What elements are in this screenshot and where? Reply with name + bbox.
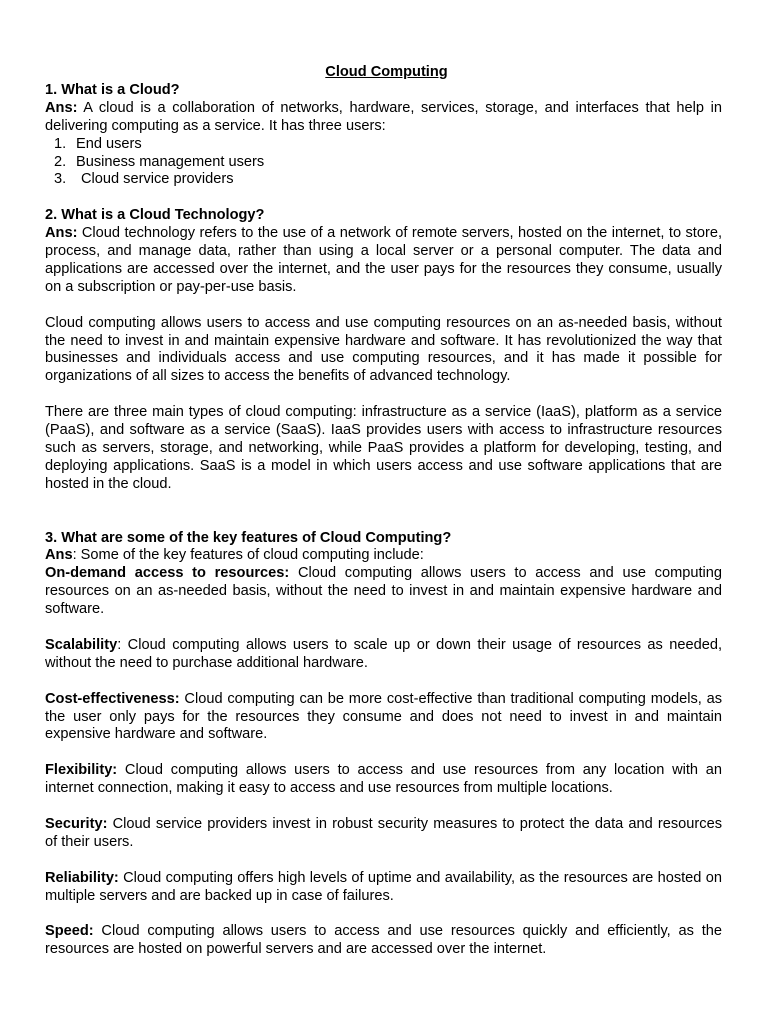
feature-flexibility bbox=[45, 762, 722, 798]
cloud-users-list bbox=[45, 136, 722, 190]
ans-label: Ans: bbox=[45, 225, 78, 242]
feature-text: Cloud computing allows users to access and use resources from any location with an internet connection, making it easy to access and use resources from multiple locations. bbox=[45, 762, 722, 797]
answer-2 bbox=[45, 225, 722, 297]
question-3: 3. What are some of the key features of Cloud Computing? bbox=[45, 529, 452, 546]
document-title: Cloud Computing bbox=[325, 64, 448, 80]
feature-speed bbox=[45, 923, 722, 959]
list-text: Cloud service providers bbox=[81, 171, 234, 188]
paragraph: Cloud computing allows users to access and use computing resources on an as-needed basis, without the need to invest in and maintain expensive hardware and software. It has revolutionized the way that businesses and individuals access and use computing resources, and it has made it possible for organizations of all sizes to access the benefits of advanced technology. bbox=[45, 314, 722, 385]
feature-text: Cloud computing allows users to access and use computing resources on an as-needed basis, without the need to invest in and maintain expensive hardware and software. bbox=[45, 565, 723, 618]
spacer bbox=[45, 798, 722, 816]
list-number: 1. bbox=[54, 135, 67, 152]
answer-text: : Some of the key features of cloud computing include: bbox=[72, 547, 424, 564]
list-item bbox=[45, 171, 722, 189]
feature-label: Flexibility: bbox=[45, 762, 118, 779]
spacer bbox=[45, 297, 722, 315]
spacer bbox=[45, 386, 722, 404]
answer-text: Cloud technology refers to the use of a network of remote servers, hosted on the internet, to store, process, and manage data, rather than using a local server or a personal computer. The data and applications are accessed over the internet, and the user pays for the resources they consume, usually on a subscription or pay-per-use basis. bbox=[45, 225, 722, 295]
feature-text: Cloud computing allows users to access and use resources quickly and efficiently, as the resources are hosted on powerful servers and are accessed over the internet. bbox=[45, 923, 722, 958]
feature-label: Cost-effectiveness: bbox=[45, 690, 180, 707]
feature-on-demand bbox=[45, 565, 722, 619]
feature-security bbox=[45, 816, 722, 852]
question-2: 2. What is a Cloud Technology? bbox=[45, 207, 265, 224]
ans-label: Ans bbox=[45, 547, 73, 564]
spacer bbox=[45, 744, 722, 762]
list-text: Business management users bbox=[76, 153, 265, 170]
list-text: End users bbox=[76, 135, 142, 152]
feature-label: Security: bbox=[45, 815, 108, 832]
question-1: 1. What is a Cloud? bbox=[45, 81, 180, 98]
feature-text: : Cloud computing allows users to scale up or down their usage of resources as needed, without the need to purchase additional hardware. bbox=[45, 636, 722, 671]
spacer bbox=[45, 852, 722, 870]
feature-text: Cloud service providers invest in robust security measures to protect the data and resources of their users. bbox=[45, 815, 722, 850]
feature-scalability bbox=[45, 637, 722, 673]
paragraph: There are three main types of cloud computing: infrastructure as a service (IaaS), platform as a service (PaaS), and software as a service (SaaS). IaaS provides users with access to infrastructure resources such as servers, storage, and networking, while PaaS provides a platform for developing, testing, and deploying applications. SaaS is a model in which users access and use software applications that are hosted in the cloud. bbox=[45, 404, 722, 492]
feature-label: On-demand access to resources: bbox=[45, 565, 290, 582]
list-number: 3. bbox=[54, 171, 67, 188]
feature-cost-effectiveness bbox=[45, 691, 722, 745]
list-number: 2. bbox=[54, 153, 67, 170]
feature-label: Speed: bbox=[45, 923, 94, 940]
answer-3 bbox=[45, 547, 722, 565]
list-item bbox=[45, 136, 722, 154]
spacer bbox=[45, 494, 722, 530]
ans-label: Ans: bbox=[45, 99, 78, 116]
feature-label: Reliability: bbox=[45, 869, 119, 886]
spacer bbox=[45, 189, 722, 207]
feature-text: Cloud computing can be more cost-effective than traditional computing models, as the user only pays for the resources they consume and does not need to invest in and maintain expensive hardware and software. bbox=[45, 690, 722, 743]
feature-label: Scalability bbox=[45, 636, 118, 653]
spacer bbox=[45, 905, 722, 923]
answer-text: A cloud is a collaboration of networks, hardware, services, storage, and interfaces that help in delivering computing as a service. It has three users: bbox=[45, 99, 722, 134]
list-item bbox=[45, 154, 722, 172]
feature-text: Cloud computing offers high levels of uptime and availability, as the resources are hosted on multiple servers and are backed up in case of failures. bbox=[45, 869, 722, 904]
answer-1 bbox=[45, 100, 722, 136]
feature-reliability bbox=[45, 870, 722, 906]
spacer bbox=[45, 619, 722, 637]
spacer bbox=[45, 673, 722, 691]
